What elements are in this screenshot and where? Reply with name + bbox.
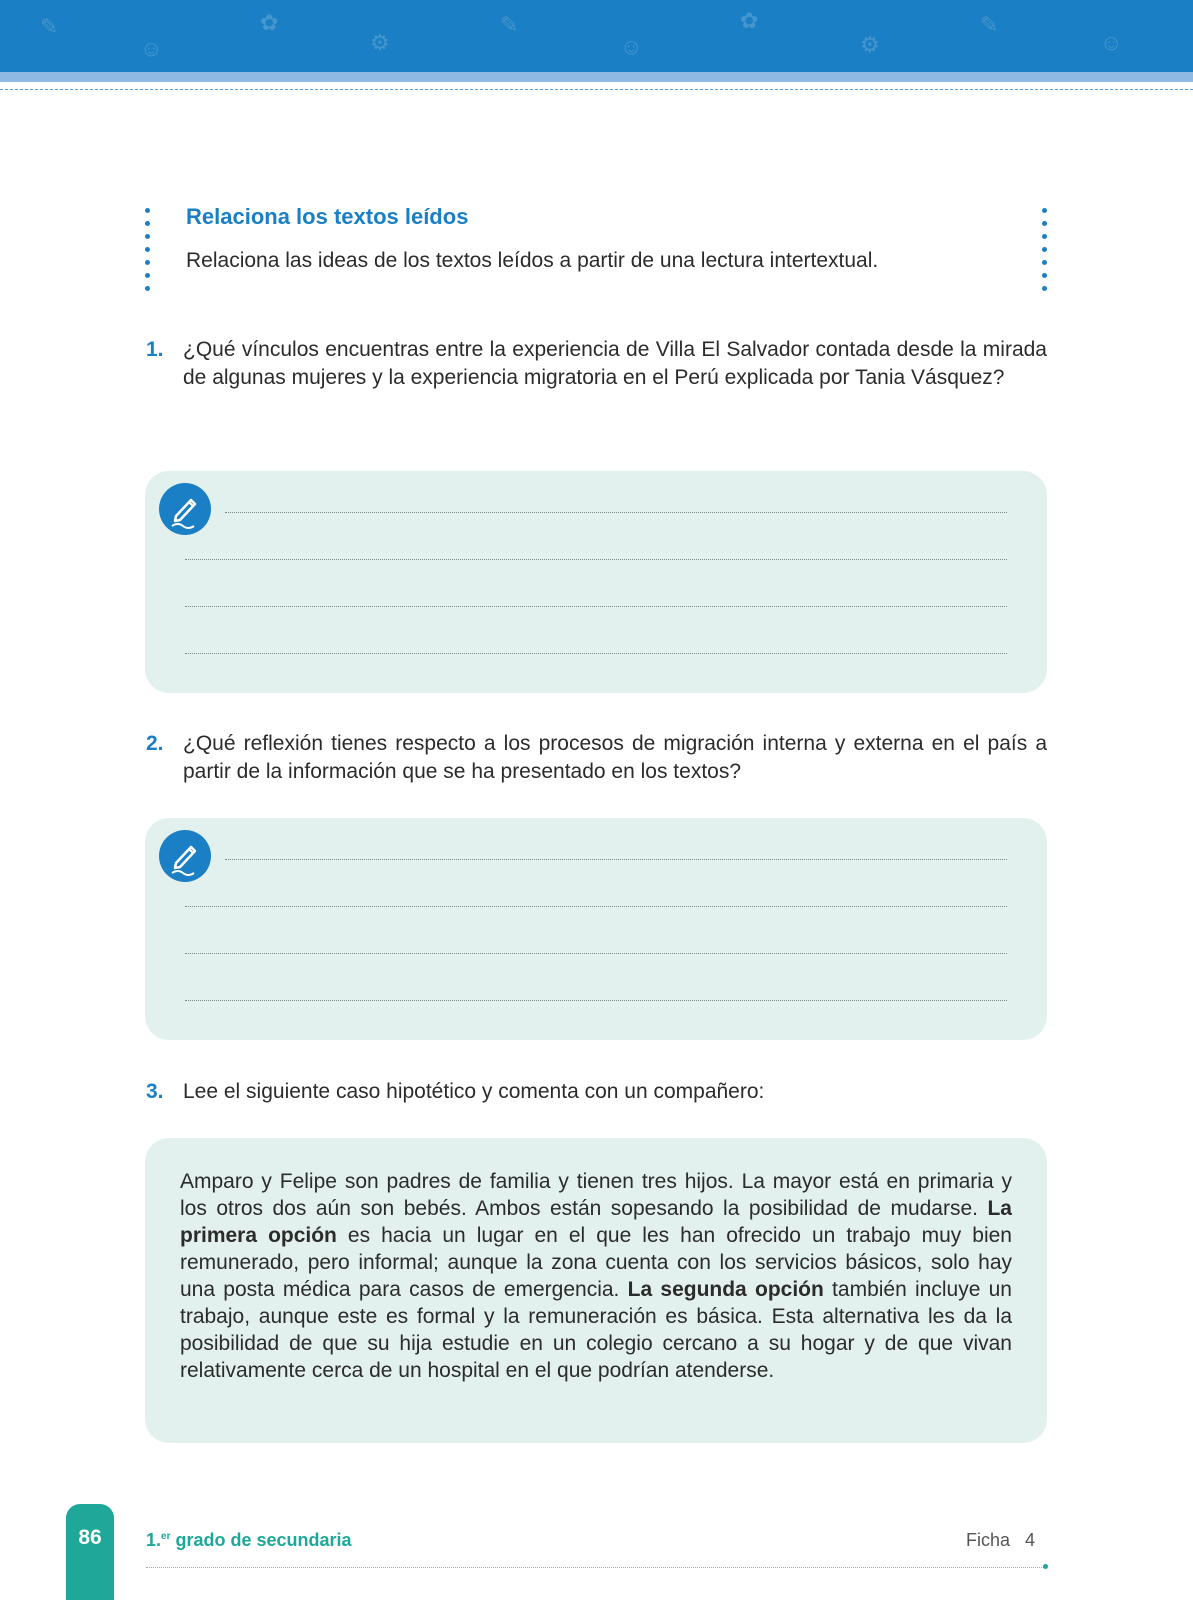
question-text: ¿Qué reflexión tienes respecto a los procesos de migración interna y externa en el país a partir de la información que se ha presentado en los textos? — [183, 732, 1047, 783]
doodle-icon: ☺ — [140, 36, 163, 61]
question-1 — [146, 336, 1047, 391]
page-tab — [66, 1504, 114, 1600]
header-band — [0, 0, 1193, 72]
question-number: 2. — [146, 732, 164, 755]
answer-line[interactable] — [185, 906, 1007, 907]
footer-grade: 1.$^{er}$ grado de secundaria — [146, 1530, 352, 1550]
answer-line[interactable] — [185, 653, 1007, 654]
question-2 — [146, 730, 1047, 785]
question-number: 3. — [146, 1080, 164, 1103]
left-dot-bar — [145, 208, 151, 299]
doodle-icon: ✎ — [500, 12, 519, 37]
question-number: 1. — [146, 338, 164, 361]
answer-line[interactable] — [185, 559, 1007, 560]
doodle-icon: ☺ — [1100, 30, 1123, 55]
doodle-icon: ✿ — [740, 8, 759, 33]
doodle-icon: ☺ — [620, 34, 643, 59]
answer-box-2[interactable] — [145, 818, 1047, 1040]
page-number: 86 — [78, 1526, 102, 1549]
question-3 — [146, 1078, 1047, 1106]
answer-box-1[interactable] — [145, 471, 1047, 693]
answer-line[interactable] — [185, 1000, 1007, 1001]
question-text: Lee el siguiente caso hipotético y comenta con un compañero: — [183, 1080, 765, 1103]
section-description: Relaciona las ideas de los textos leídos a partir de una lectura intertextual. — [186, 249, 879, 272]
doodle-icon: ✎ — [980, 12, 999, 37]
footer-divider — [146, 1567, 1046, 1568]
answer-line[interactable] — [185, 953, 1007, 954]
question-text: ¿Qué vínculos encuentras entre la experiencia de Villa El Salvador contada desde la mirada de algunas mujeres y la experiencia migratoria en el Perú explicada por Tania Vásquez? — [183, 338, 1047, 389]
doodle-icon: ✎ — [40, 14, 59, 39]
doodle-icon: ✿ — [260, 10, 279, 35]
pencil-icon — [159, 830, 211, 882]
case-option-2: La segunda opción — [627, 1278, 824, 1301]
answer-line[interactable] — [225, 512, 1007, 513]
footer-dot — [1043, 1564, 1048, 1569]
right-dot-bar — [1042, 208, 1048, 299]
footer-ficha: Ficha 4 — [966, 1530, 1036, 1550]
answer-line[interactable] — [185, 606, 1007, 607]
case-text: Amparo y Felipe son padres de familia y tienen tres hijos. La mayor está en primaria y los otros dos aún son bebés. Ambos están sopesando la posibilidad de mudarse. La primera opción es hacia un lugar en el que les han ofrecido un trabajo muy bien remunerado, pero informal; aunque la zona cuenta con los servicios básicos, solo hay una posta médica para casos de emergencia. La segunda opción también incluye un trabajo, aunque este es formal y la remuneración es básica. Esta alternativa les da la posibilidad de que su hija estudie en un colegio cercano a su hogar y de que vivan relativamente cerca de un hospital en el que podrían atenderse. — [180, 1170, 1012, 1382]
case-option-1: La primera opción — [180, 1197, 1012, 1247]
section-title: Relaciona los textos leídos — [186, 204, 469, 229]
case-box — [145, 1138, 1047, 1443]
doodle-icon: ⚙ — [860, 32, 880, 57]
doodle-icon: ⚙ — [370, 30, 390, 55]
answer-line[interactable] — [225, 859, 1007, 860]
pencil-icon — [159, 483, 211, 535]
header-divider — [0, 89, 1193, 90]
header-strip — [0, 72, 1193, 82]
